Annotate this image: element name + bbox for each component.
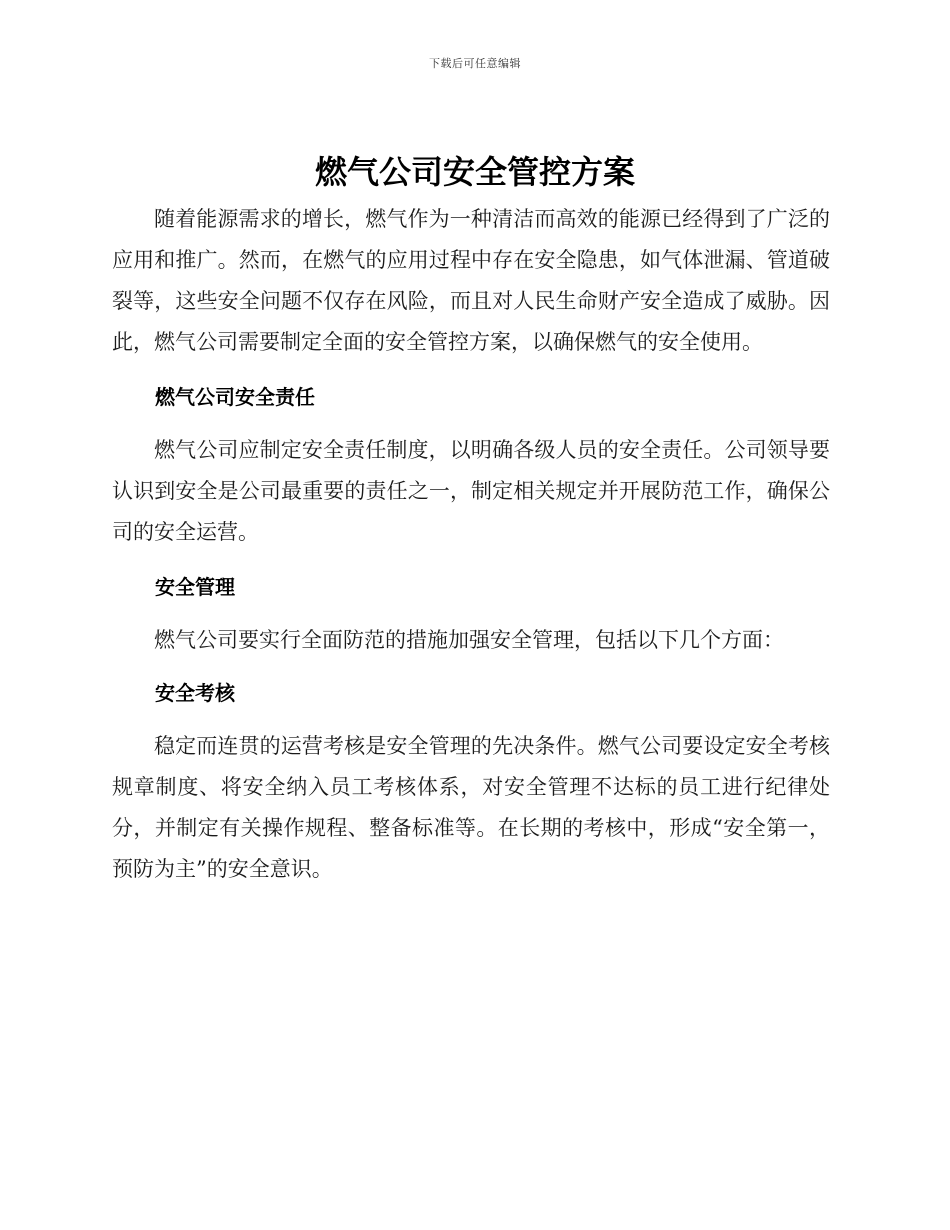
document-title: 燃气公司安全管控方案 <box>314 153 635 191</box>
section-heading-safety-assessment: 安全考核 <box>155 681 235 705</box>
section-paragraph-safety-assessment: 稳定而连贯的运营考核是安全管理的先决条件。燃气公司要设定安全考核规章制度、将安全纳入员工考核体系，对安全管理不达标的员工进行纪律处分，并制定有关操作规程、整备标准等。在长期的考核中，形成“安全第一，预防为主”的安全意识。 <box>112 734 830 881</box>
running-header: 下载后可任意编辑 <box>429 57 521 70</box>
intro-paragraph: 随着能源需求的增长，燃气作为一种清洁而高效的能源已经得到了广泛的应用和推广。然而，在燃气的应用过程中存在安全隐患，如气体泄漏、管道破裂等，这些安全问题不仅存在风险，而且对人民生命财产安全造成了威胁。因此，燃气公司需要制定全面的安全管控方案，以确保燃气的安全使用。 <box>112 207 830 354</box>
section-heading-safety-responsibility: 燃气公司安全责任 <box>155 385 315 409</box>
section-paragraph-safety-responsibility: 燃气公司应制定安全责任制度，以明确各级人员的安全责任。公司领导要认识到安全是公司最重要的责任之一，制定相关规定并开展防范工作，确保公司的安全运营。 <box>112 438 830 544</box>
section-heading-safety-management: 安全管理 <box>155 575 235 599</box>
document-body <box>112 199 830 890</box>
section-paragraph-safety-management: 燃气公司要实行全面防范的措施加强安全管理，包括以下几个方面： <box>154 628 784 652</box>
